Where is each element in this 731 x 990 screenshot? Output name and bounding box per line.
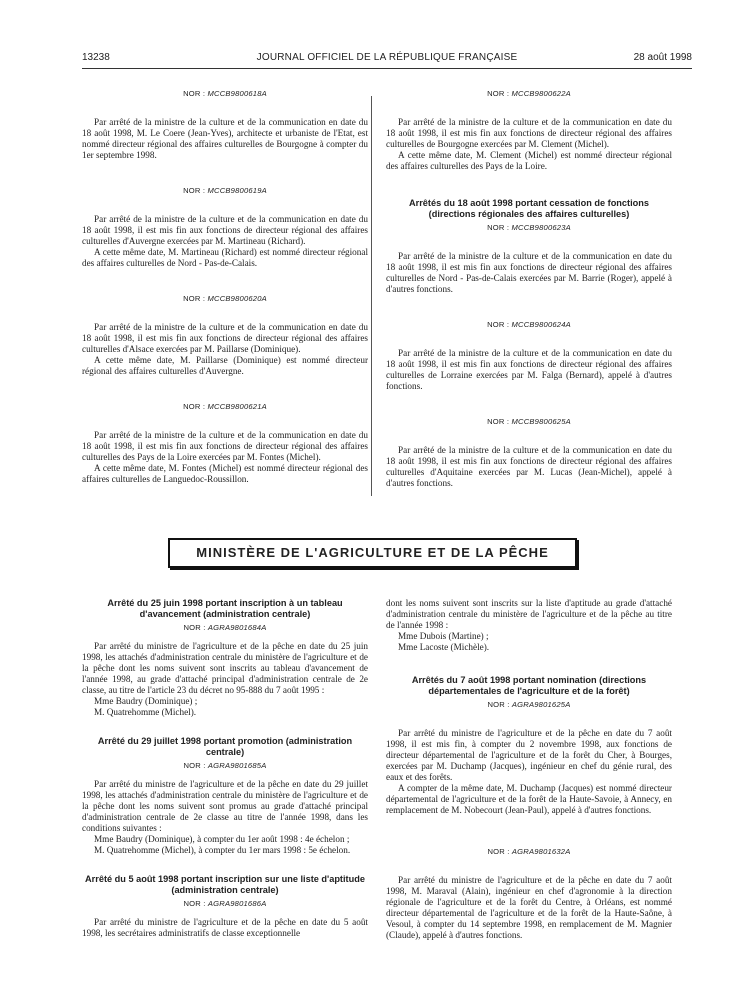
- nor-line: NOR : MCCB9800624A: [487, 320, 571, 329]
- bottom-left-column: [82, 598, 368, 939]
- decree-paragraph: Par arrêté de la ministre de la culture et de la communication en date du 18 août 1998, il est mis fin aux fonctions de directeur régional des affaires culturelles de Lorraine exercées par M. Falga (Bernard), appelé à d'autres fonctions.: [386, 348, 672, 391]
- top-left-column: [82, 88, 368, 485]
- decree-paragraph: A cette même date, M. Fontes (Michel) est nommé directeur régional des affaires culturelles de Languedoc-Roussillon.: [82, 463, 368, 484]
- bottom-right-column: [386, 598, 672, 941]
- nor-line: NOR : MCCB9800622A: [487, 89, 571, 98]
- decree-title: Arrêté du 25 juin 1998 portant inscription à un tableau d'avancement (administration centrale): [107, 598, 343, 619]
- decree-paragraph: Par arrêté de la ministre de la culture et de la communication en date du 18 août 1998, M. Le Coere (Jean-Yves), architecte et urbaniste de l'Etat, est nommé directeur régional des affaires culturelles de Bourgogne à compter du 1er septembre 1998.: [82, 117, 368, 160]
- decree-paragraph: Par arrêté du ministre de l'agriculture et de la pêche en date du 29 juillet 1998, les attachés d'administration centrale du ministère de l'agriculture et de la pêche dont les noms suivent sont promus au grade d'attaché principal d'administration centrale de 2e classe au titre de l'année 1998, dans les conditions suivantes :: [82, 779, 368, 833]
- decree-paragraph: Par arrêté de la ministre de la culture et de la communication en date du 18 août 1998, il est mis fin aux fonctions de directeur régional des affaires culturelles de Nord - Pas-de-Calais exercées par M. Barrie (Roger), appelé à d'autres fonctions.: [386, 251, 672, 294]
- nor-line: NOR : MCCB9800620A: [183, 294, 267, 303]
- page-header: [82, 52, 692, 66]
- decree-paragraph: Par arrêté de la ministre de la culture et de la communication en date du 18 août 1998, il est mis fin aux fonctions de directeur régional des affaires culturelles d'Alsace exercées par M. Paillarse (Dominique).: [82, 322, 368, 354]
- decree-paragraph: Par arrêté du ministre de l'agriculture et de la pêche en date du 7 août 1998, il est mis fin, à compter du 2 novembre 1998, aux fonctions de directeur départemental de l'agriculture et de la forêt du Cher, à Bourges, exercées par M. Duchamp (Jacques), ingénieur en chef du génie rural, des eaux et des forêts.: [386, 728, 672, 782]
- nor-line: NOR : AGRA9801686A: [183, 899, 267, 908]
- decree-title: Arrêtés du 7 août 1998 portant nomination (directions départementales de l'agriculture et de la forêt): [411, 675, 647, 696]
- decree-paragraph: A cette même date, M. Martineau (Richard) est nommé directeur régional des affaires culturelles de Nord - Pas-de-Calais.: [82, 247, 368, 268]
- nor-line: NOR : MCCB9800618A: [183, 89, 267, 98]
- journal-title: JOURNAL OFFICIEL DE LA RÉPUBLIQUE FRANÇAISE: [256, 52, 518, 63]
- nor-line: NOR : AGRA9801625A: [487, 700, 571, 709]
- nor-line: NOR : AGRA9801685A: [183, 761, 267, 770]
- list-item: Mme Baudry (Dominique), à compter du 1er août 1998 : 4e échelon ;: [94, 834, 350, 844]
- nor-line: NOR : MCCB9800623A: [487, 223, 571, 232]
- continued-paragraph: dont les noms suivent sont inscrits sur la liste d'aptitude au grade d'attaché d'administration centrale du ministère de l'agriculture et de la pêche au titre de l'année 1998 :: [386, 598, 672, 630]
- nor-line: NOR : AGRA9801632A: [487, 847, 571, 856]
- page-number: 13238: [82, 52, 110, 63]
- section-title: Arrêtés du 18 août 1998 portant cessation de fonctions (directions régionales des affaires culturelles): [409, 198, 649, 219]
- decree-paragraph: Par arrêté de la ministre de la culture et de la communication en date du 18 août 1998, il est mis fin aux fonctions de directeur régional des affaires culturelles d'Auvergne exercées par M. Martineau (Richard).: [82, 214, 368, 246]
- nor-line: NOR : AGRA9801684A: [183, 623, 267, 632]
- column-separator: [371, 96, 372, 496]
- decree-paragraph: Par arrêté de la ministre de la culture et de la communication en date du 18 août 1998, il est mis fin aux fonctions de directeur régional des affaires culturelles d'Aquitaine exercées par M. Lucas (Jean-Michel), appelé à d'autres fonctions.: [386, 445, 672, 488]
- nor-line: NOR : MCCB9800625A: [487, 417, 571, 426]
- decree-paragraph: A cette même date, M. Clement (Michel) est nommé directeur régional des affaires culturelles des Pays de la Loire.: [386, 150, 672, 171]
- decree-paragraph: Par arrêté de la ministre de la culture et de la communication en date du 18 août 1998, il est mis fin aux fonctions de directeur régional des affaires culturelles de Bourgogne exercées par M. Clement (Michel).: [386, 117, 672, 149]
- nor-line: NOR : MCCB9800619A: [183, 186, 267, 195]
- list-item: Mme Lacoste (Michèle).: [398, 642, 490, 652]
- top-right-column: [386, 88, 672, 489]
- list-item: M. Quatrehomme (Michel).: [94, 707, 197, 717]
- decree-paragraph: Par arrêté de la ministre de la culture et de la communication en date du 18 août 1998, il est mis fin aux fonctions de directeur régional des affaires culturelles des Pays de la Loire exercées par M. Fontes (Michel).: [82, 430, 368, 462]
- list-item: Mme Baudry (Dominique) ;: [94, 696, 198, 706]
- nor-line: NOR : MCCB9800621A: [183, 402, 267, 411]
- decree-paragraph: Par arrêté du ministre de l'agriculture et de la pêche en date du 25 juin 1998, les attachés d'administration centrale du ministère de l'agriculture et de la pêche dont les noms suivent sont inscrits au tableau d'avancement de l'année 1998, au grade d'attaché principal d'administration centrale de 2e classe, au titre de l'article 23 du décret no 95-888 du 7 août 1995 :: [82, 641, 368, 695]
- ministry-banner: MINISTÈRE DE L'AGRICULTURE ET DE LA PÊCHE: [168, 538, 577, 568]
- decree-paragraph: Par arrêté du ministre de l'agriculture et de la pêche en date du 7 août 1998, M. Maraval (Alain), ingénieur en chef d'agronomie à la direction régionale de l'agriculture et de la forêt du Centre, à Orléans, est nommé directeur départemental de l'agriculture et de la forêt de la Haute-Saône, à Vesoul, à compter du 14 septembre 1998, en remplacement de M. Magnier (Claude), appelé à d'autres fonctions.: [386, 875, 672, 940]
- decree-paragraph: Par arrêté du ministre de l'agriculture et de la pêche en date du 5 août 1998, les secrétaires administratifs de classe exceptionnelle: [82, 917, 368, 938]
- decree-paragraph: A cette même date, M. Paillarse (Dominique) est nommé directeur régional des affaires culturelles d'Auvergne.: [82, 355, 368, 376]
- header-rule: [82, 68, 692, 69]
- issue-date: 28 août 1998: [633, 52, 692, 63]
- decree-title: Arrêté du 29 juillet 1998 portant promotion (administration centrale): [97, 736, 353, 757]
- decree-title: Arrêté du 5 août 1998 portant inscription sur une liste d'aptitude (administration centrale): [85, 874, 365, 895]
- decree-paragraph: A compter de la même date, M. Duchamp (Jacques) est nommé directeur départemental de l'agriculture et de la forêt de la Haute-Savoie, à Annecy, en remplacement de M. Nobecourt (Jean-Paul), appelé à d'autres fonctions.: [386, 783, 672, 815]
- list-item: Mme Dubois (Martine) ;: [398, 631, 489, 641]
- list-item: M. Quatrehomme (Michel), à compter du 1er mars 1998 : 5e échelon.: [94, 845, 351, 855]
